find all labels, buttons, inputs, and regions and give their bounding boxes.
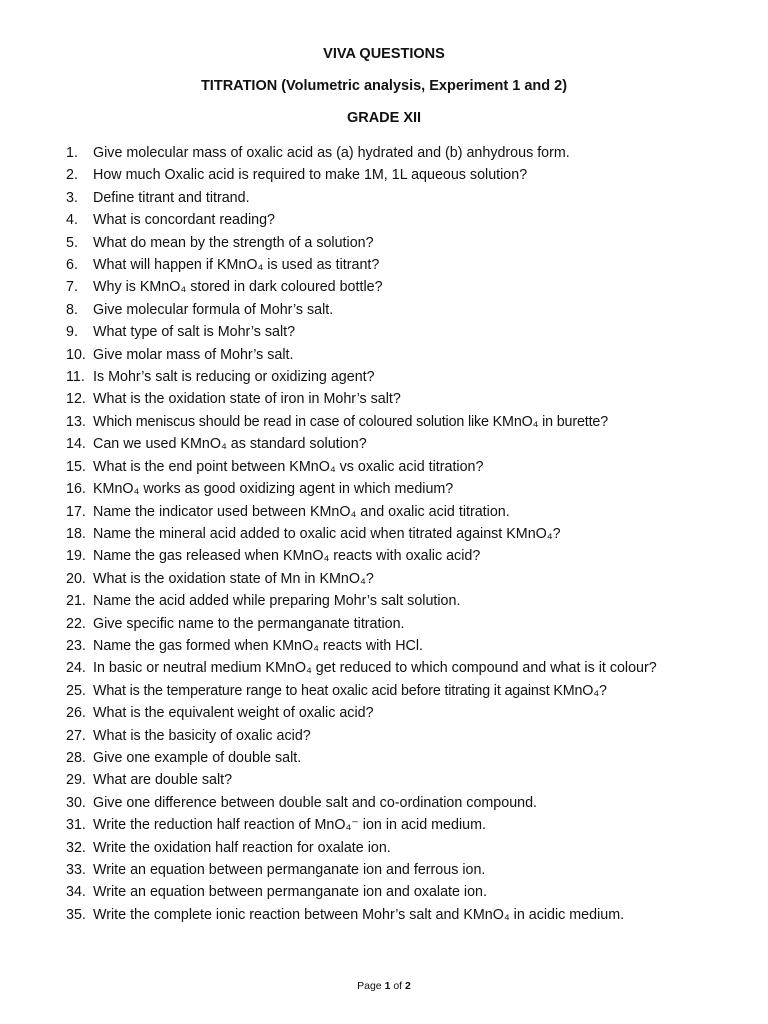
question-number: 10. bbox=[66, 346, 86, 363]
question-number: 12. bbox=[66, 391, 86, 408]
question-text: Why is KMnO₄ stored in dark coloured bottle? bbox=[93, 279, 383, 296]
question-item bbox=[66, 209, 726, 231]
question-item bbox=[66, 859, 726, 881]
question-item bbox=[66, 344, 726, 366]
question-number: 2. bbox=[66, 167, 78, 184]
question-item bbox=[66, 568, 726, 590]
question-number: 15. bbox=[66, 458, 86, 475]
question-number: 30. bbox=[66, 794, 86, 811]
question-text: Give molar mass of Mohr’s salt. bbox=[93, 346, 294, 363]
question-item bbox=[66, 613, 726, 635]
question-item bbox=[66, 814, 726, 836]
question-item bbox=[66, 411, 726, 433]
question-list bbox=[66, 142, 726, 926]
question-number: 31. bbox=[66, 817, 86, 834]
question-number: 23. bbox=[66, 637, 86, 654]
question-number: 19. bbox=[66, 548, 86, 565]
of-word: of bbox=[393, 980, 403, 992]
question-text: Name the mineral acid added to oxalic acid when titrated against KMnO₄? bbox=[93, 525, 561, 542]
question-number: 32. bbox=[66, 839, 86, 856]
question-text: Name the indicator used between KMnO₄ and oxalic acid titration. bbox=[93, 503, 510, 520]
question-text: Give molecular formula of Mohr’s salt. bbox=[93, 301, 334, 318]
question-text: In basic or neutral medium KMnO₄ get reduced to which compound and what is it colour? bbox=[93, 660, 657, 677]
question-text: Is Mohr’s salt is reducing or oxidizing agent? bbox=[93, 369, 375, 386]
question-text: Name the acid added while preparing Mohr’s salt solution. bbox=[93, 593, 461, 610]
question-item bbox=[66, 501, 726, 523]
question-item bbox=[66, 276, 726, 298]
question-item bbox=[66, 792, 726, 814]
question-number: 9. bbox=[66, 324, 78, 341]
question-text: What are double salt? bbox=[93, 772, 233, 789]
question-number: 1. bbox=[66, 145, 78, 161]
question-number: 21. bbox=[66, 593, 86, 610]
question-text: What is the oxidation state of Mn in KMnO₄? bbox=[93, 570, 374, 587]
question-text: Define titrant and titrand. bbox=[93, 189, 250, 206]
question-number: 28. bbox=[66, 749, 86, 766]
question-number: 13. bbox=[66, 413, 86, 430]
question-item bbox=[66, 747, 726, 769]
question-number: 7. bbox=[66, 279, 78, 296]
question-item bbox=[66, 433, 726, 455]
question-item bbox=[66, 523, 726, 545]
question-item bbox=[66, 702, 726, 724]
page-title: VIVA QUESTIONS bbox=[323, 46, 445, 62]
question-item bbox=[66, 725, 726, 747]
question-text: What do mean by the strength of a solution? bbox=[93, 234, 374, 251]
question-item bbox=[66, 680, 726, 702]
question-item bbox=[66, 904, 726, 926]
question-number: 11. bbox=[66, 369, 85, 386]
question-item bbox=[66, 837, 726, 859]
question-number: 3. bbox=[66, 189, 78, 206]
question-item bbox=[66, 321, 726, 343]
page-current: 1 bbox=[384, 980, 391, 992]
question-item bbox=[66, 657, 726, 679]
question-item bbox=[66, 881, 726, 903]
question-text: Give one difference between double salt and co-ordination compound. bbox=[93, 794, 538, 811]
question-item bbox=[66, 590, 726, 612]
question-item bbox=[66, 769, 726, 791]
question-number: 5. bbox=[66, 234, 78, 251]
question-item bbox=[66, 254, 726, 276]
question-item bbox=[66, 456, 726, 478]
question-text: KMnO₄ works as good oxidizing agent in which medium? bbox=[93, 481, 454, 498]
question-item bbox=[66, 478, 726, 500]
question-text: What is the temperature range to heat oxalic acid before titrating it against KMnO₄? bbox=[93, 682, 607, 699]
page-total: 2 bbox=[405, 980, 411, 992]
question-text: Name the gas formed when KMnO₄ reacts with HCl. bbox=[93, 637, 424, 654]
question-text: Write an equation between permanganate ion and oxalate ion. bbox=[93, 884, 487, 901]
question-number: 20. bbox=[66, 570, 86, 587]
question-number: 6. bbox=[66, 257, 78, 274]
question-item bbox=[66, 545, 726, 567]
question-number: 34. bbox=[66, 884, 86, 901]
question-number: 24. bbox=[66, 660, 86, 677]
question-number: 25. bbox=[66, 682, 86, 699]
question-item bbox=[66, 635, 726, 657]
question-text: What is the basicity of oxalic acid? bbox=[93, 727, 311, 744]
question-item bbox=[66, 187, 726, 209]
question-text: What is the equivalent weight of oxalic acid? bbox=[93, 705, 374, 722]
grade-label: GRADE XII bbox=[346, 110, 422, 126]
question-number: 33. bbox=[66, 862, 86, 878]
question-text: How much Oxalic acid is required to make 1M, 1L aqueous solution? bbox=[93, 167, 528, 184]
question-number: 8. bbox=[66, 301, 78, 318]
question-item bbox=[66, 142, 726, 164]
question-number: 18. bbox=[66, 525, 86, 542]
question-text: What is the end point between KMnO₄ vs oxalic acid titration? bbox=[93, 458, 484, 475]
question-number: 22. bbox=[66, 615, 86, 632]
question-number: 29. bbox=[66, 772, 86, 789]
question-text: Give specific name to the permanganate titration. bbox=[93, 615, 405, 632]
question-item bbox=[66, 164, 726, 186]
question-text: Write an equation between permanganate ion and ferrous ion. bbox=[93, 862, 486, 878]
question-number: 35. bbox=[66, 906, 86, 923]
question-text: Can we used KMnO₄ as standard solution? bbox=[93, 436, 367, 453]
page-word: Page bbox=[357, 980, 382, 992]
question-item bbox=[66, 366, 726, 388]
question-number: 27. bbox=[66, 727, 86, 744]
question-text: What is concordant reading? bbox=[93, 212, 275, 229]
question-item bbox=[66, 232, 726, 254]
question-text: Write the oxidation half reaction for oxalate ion. bbox=[93, 839, 391, 856]
page-footer bbox=[0, 980, 768, 992]
question-text: What type of salt is Mohr’s salt? bbox=[93, 324, 296, 341]
question-text: Which meniscus should be read in case of coloured solution like KMnO₄ in burette? bbox=[93, 413, 609, 430]
question-text: What will happen if KMnO₄ is used as titrant? bbox=[93, 257, 380, 274]
question-text: What is the oxidation state of iron in Mohr’s salt? bbox=[93, 391, 401, 408]
question-text: Write the reduction half reaction of MnO₄⁻ ion in acid medium. bbox=[93, 817, 486, 834]
question-text: Give molecular mass of oxalic acid as (a) hydrated and (b) anhydrous form. bbox=[93, 145, 570, 161]
question-number: 4. bbox=[66, 212, 78, 229]
question-number: 26. bbox=[66, 705, 86, 722]
question-item bbox=[66, 299, 726, 321]
question-number: 17. bbox=[66, 503, 86, 520]
page-subtitle: TITRATION (Volumetric analysis, Experiment 1 and 2) bbox=[200, 78, 568, 94]
question-text: Name the gas released when KMnO₄ reacts with oxalic acid? bbox=[93, 548, 481, 565]
question-text: Give one example of double salt. bbox=[93, 749, 302, 766]
question-number: 16. bbox=[66, 481, 86, 498]
question-item bbox=[66, 388, 726, 410]
question-number: 14. bbox=[66, 436, 86, 453]
question-text: Write the complete ionic reaction between Mohr’s salt and KMnO₄ in acidic medium. bbox=[93, 906, 625, 923]
